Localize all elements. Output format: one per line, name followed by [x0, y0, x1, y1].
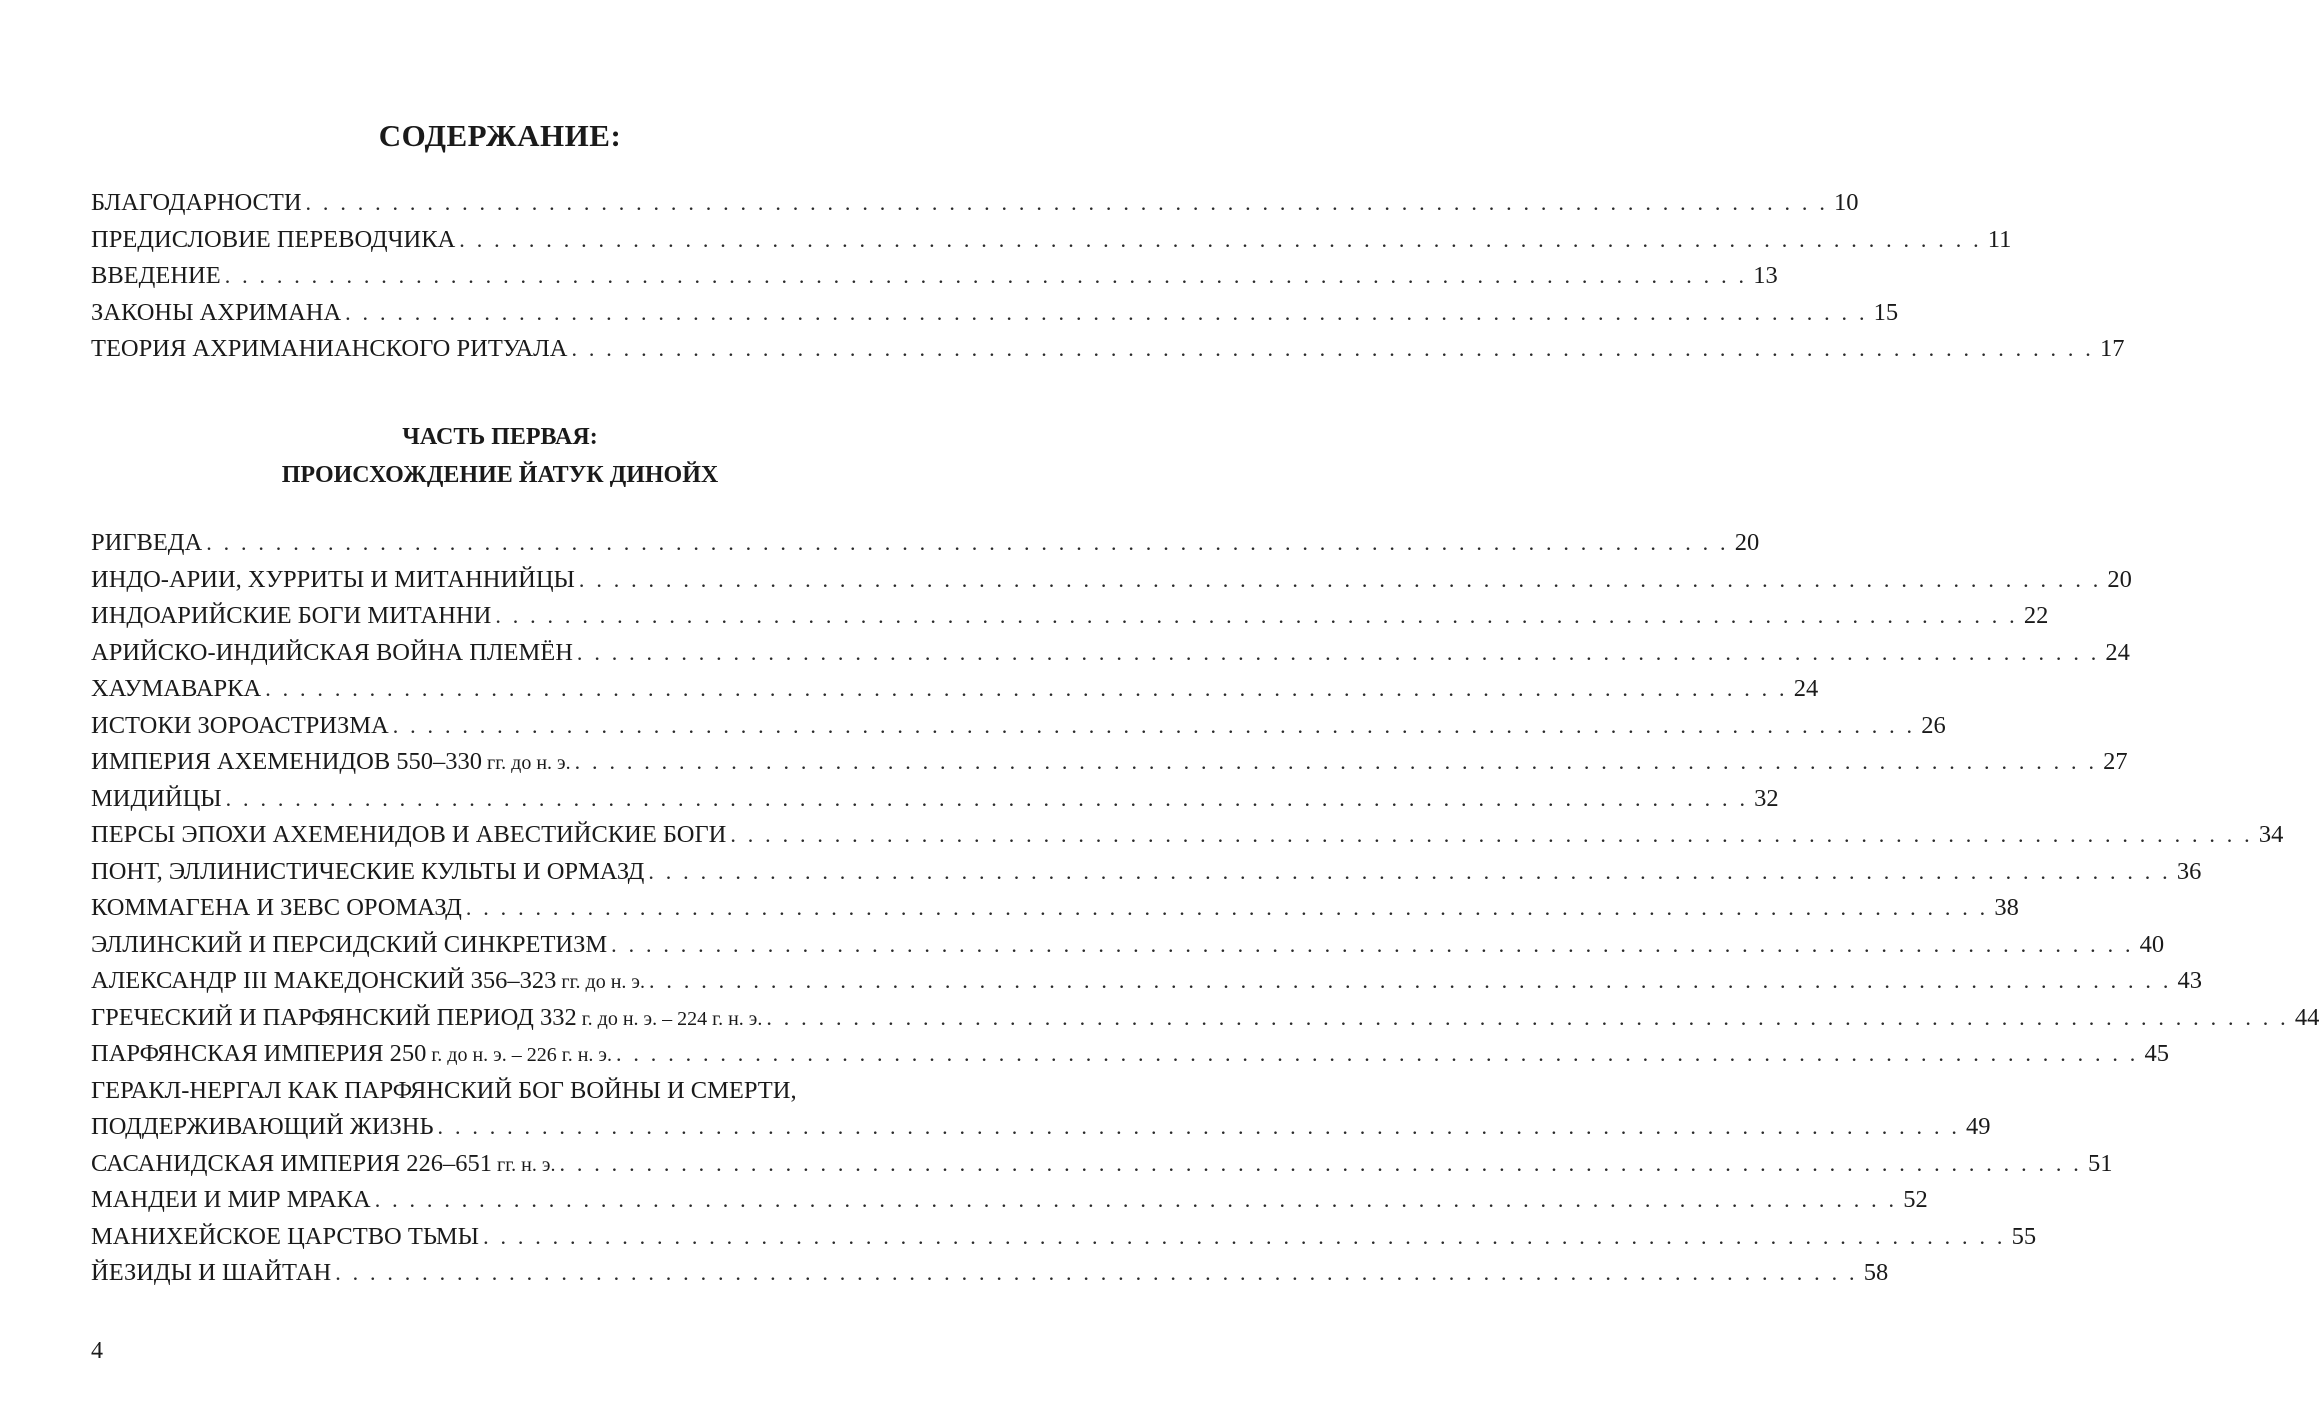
toc-entry-page: 55	[2011, 1222, 2037, 1250]
part-one-heading	[0, 418, 1000, 494]
toc-entry-page: 36	[2176, 857, 2202, 885]
toc-entry-page: 32	[1754, 784, 1779, 812]
toc-entry-label: МАНДЕИ И МИР МРАКА	[91, 1186, 371, 1213]
dot-leader: . . . . . . . . . . . . . . . . . . . . . . . . . . . . . . . . . . . . . . . . . . . . . . . . . . . . . . . . . . . . . . . . . . . . . . . . . . . . . . . . . . . . . . . .	[611, 931, 2134, 957]
toc-entry-label: ЙЕЗИДЫ И ШАЙТАН	[91, 1259, 332, 1286]
toc-entry-label: ЗАКОНЫ АХРИМАНА	[91, 298, 342, 326]
toc-entry-label: РИГВЕДА	[91, 529, 203, 556]
dot-leader: . . . . . . . . . . . . . . . . . . . . . . . . . . . . . . . . . . . . . . . . . . . . . . . . . . . . . . . . . . . . . . . . . . . . . . . . . . . . . . . . . . . . . . . .	[730, 822, 2253, 847]
toc-entry[interactable]	[91, 1000, 2319, 1037]
toc-entry-page: 15	[1873, 298, 1899, 326]
toc-entry[interactable]	[91, 671, 1819, 708]
dot-leader: . . . . . . . . . . . . . . . . . . . . . . . . . . . . . . . . . . . . . . . . . . . . . . . . . . . . . . . . . . . . . . . . . . . . . . . . . . . . . . . . . . . . . . . .	[224, 263, 1748, 288]
toc-entry-label-main: ГРЕЧЕСКИЙ И ПАРФЯНСКИЙ ПЕРИОД 332	[91, 1003, 577, 1031]
toc-entry[interactable]	[91, 598, 2049, 635]
toc-entry-label: ИНДОАРИЙСКИЕ БОГИ МИТАННИ	[91, 602, 492, 629]
toc-entry-page: 10	[1834, 189, 1859, 216]
toc-entry-page: 49	[1966, 1113, 1991, 1140]
dot-leader: . . . . . . . . . . . . . . . . . . . . . . . . . . . . . . . . . . . . . . . . . . . . . . . . . . . . . . . . . . . . . . . . . . . . . . . . . . . . . . . . . . . . . . . .	[465, 895, 1989, 920]
toc-entry-label	[91, 1036, 616, 1074]
toc-entry[interactable]	[91, 890, 2019, 927]
toc-entry-label-line2: ПОДДЕРЖИВАЮЩИЙ ЖИЗНЬ	[91, 1113, 434, 1140]
toc-entry-label	[91, 1146, 559, 1184]
toc-entry-label: МИДИЙЦЫ	[91, 784, 222, 812]
toc-entry-page: 58	[1863, 1259, 1889, 1286]
toc-entry-introduction[interactable]	[91, 258, 1778, 295]
page-number: 4	[91, 1338, 103, 1364]
toc-entry-page: 34	[2258, 821, 2284, 848]
toc-entry-label: ИСТОКИ ЗОРОАСТРИЗМА	[91, 711, 389, 739]
dot-leader: . . . . . . . . . . . . . . . . . . . . . . . . . . . . . . . . . . . . . . . . . . . . . . . . . . . . . . . . . . . . . . . . . . . . . . . . . . . . . . . . . . . . . . . .	[766, 1004, 2289, 1030]
toc-entry-label-date: гг. н. э.	[492, 1153, 556, 1176]
dot-leader: . . . . . . . . . . . . . . . . . . . . . . . . . . . . . . . . . . . . . . . . . . . . . . . . . . . . . . . . . . . . . . . . . . . . . . . . . . . . . . . . . . . . . . . .	[574, 749, 2098, 774]
toc-entry[interactable]	[91, 927, 2165, 964]
toc-entry-label-main: ИМПЕРИЯ АХЕМЕНИДОВ 550–330	[91, 748, 483, 775]
toc-entry-laws-of-ahriman[interactable]	[91, 295, 1899, 332]
toc-entry[interactable]	[91, 1036, 2169, 1073]
toc-entry-label-main: АЛЕКСАНДР III МАКЕДОНСКИЙ 356–323	[91, 967, 557, 994]
toc-entry-page: 51	[2087, 1149, 2113, 1177]
toc-entry-page: 20	[1734, 529, 1760, 556]
toc-entry-label	[91, 744, 575, 782]
dot-leader: . . . . . . . . . . . . . . . . . . . . . . . . . . . . . . . . . . . . . . . . . . . . . . . . . . . . . . . . . . . . . . . . . . . . . . . . . . . . . . . . . . . . . . . .	[345, 299, 1868, 325]
toc-entry-acknowledgements[interactable]	[91, 185, 1859, 222]
dot-leader: . . . . . . . . . . . . . . . . . . . . . . . . . . . . . . . . . . . . . . . . . . . . . . . . . . . . . . . . . . . . . . . . . . . . . . . . . . . . . . . . . . . . . . . .	[649, 968, 2172, 993]
dot-leader: . . . . . . . . . . . . . . . . . . . . . . . . . . . . . . . . . . . . . . . . . . . . . . . . . . . . . . . . . . . . . . . . . . . . . . . . . . . . . . . . . . . . . . . .	[335, 1260, 1858, 1285]
toc-entry-label-date: гг. до н. э.	[556, 971, 646, 993]
toc-entry-page: 13	[1753, 262, 1778, 289]
toc-entry[interactable]	[91, 963, 2203, 1000]
toc-entry-label	[91, 1000, 766, 1038]
toc-entry-label-date: гг. до н. э.	[482, 752, 571, 774]
dot-leader: . . . . . . . . . . . . . . . . . . . . . . . . . . . . . . . . . . . . . . . . . . . . . . . . . . . . . . . . . . . . . . . . . . . . . . . . . . . . . . . . . . . . . . . .	[559, 1150, 2082, 1176]
dot-leader: . . . . . . . . . . . . . . . . . . . . . . . . . . . . . . . . . . . . . . . . . . . . . . . . . . . . . . . . . . . . . . . . . . . . . . . . . . . . . . . . . . . . . . . .	[374, 1187, 1898, 1212]
front-matter-list	[91, 185, 2125, 368]
toc-entry-line2	[91, 1109, 1991, 1146]
toc-entry-page: 40	[2139, 930, 2165, 958]
toc-entry-label: КОММАГЕНА И ЗЕВС ОРОМАЗД	[91, 894, 462, 921]
toc-entry-label: ХАУМАВАРКА	[91, 675, 262, 702]
dot-leader: . . . . . . . . . . . . . . . . . . . . . . . . . . . . . . . . . . . . . . . . . . . . . . . . . . . . . . . . . . . . . . . . . . . . . . . . . . . . . . . . . . . . . . . .	[648, 858, 2171, 884]
dot-leader: . . . . . . . . . . . . . . . . . . . . . . . . . . . . . . . . . . . . . . . . . . . . . . . . . . . . . . . . . . . . . . . . . . . . . . . . . . . . . . . . . . . . . . . .	[616, 1041, 2139, 1066]
dot-leader: . . . . . . . . . . . . . . . . . . . . . . . . . . . . . . . . . . . . . . . . . . . . . . . . . . . . . . . . . . . . . . . . . . . . . . . . . . . . . . . . . . . . . . . .	[576, 639, 2100, 665]
dot-leader: . . . . . . . . . . . . . . . . . . . . . . . . . . . . . . . . . . . . . . . . . . . . . . . . . . . . . . . . . . . . . . . . . . . . . . . . . . . . . . . . . . . . . . . .	[305, 190, 1829, 215]
toc-entry-page: 45	[2144, 1040, 2169, 1067]
toc-entry-label-line1: ГЕРАКЛ-НЕРГАЛ КАК ПАРФЯНСКИЙ БОГ ВОЙНЫ И СМЕРТИ,	[91, 1076, 797, 1104]
toc-entry-label-main: САСАНИДСКАЯ ИМПЕРИЯ 226–651	[91, 1149, 493, 1177]
dot-leader: . . . . . . . . . . . . . . . . . . . . . . . . . . . . . . . . . . . . . . . . . . . . . . . . . . . . . . . . . . . . . . . . . . . . . . . . . . . . . . . . . . . . . . . .	[225, 785, 1749, 811]
dot-leader: . . . . . . . . . . . . . . . . . . . . . . . . . . . . . . . . . . . . . . . . . . . . . . . . . . . . . . . . . . . . . . . . . . . . . . . . . . . . . . . . . . . . . . . .	[437, 1114, 1961, 1139]
toc-entry-page: 20	[2107, 565, 2132, 593]
toc-entry-label	[91, 963, 649, 1001]
toc-entry-label: ПОНТ, ЭЛЛИНИСТИЧЕСКИЕ КУЛЬТЫ И ОРМАЗД	[91, 857, 645, 885]
toc-entry-translator-preface[interactable]	[91, 222, 2012, 259]
part-one-heading-line2: ПРОИСХОЖДЕНИЕ ЙАТУК ДИНОЙХ	[281, 462, 719, 488]
toc-entry[interactable]	[91, 708, 1946, 745]
toc-entry-label-main: ПАРФЯНСКАЯ ИМПЕРИЯ 250	[91, 1040, 427, 1067]
toc-title: СОДЕРЖАНИЕ:	[378, 118, 622, 153]
toc-entry-page: 52	[1903, 1186, 1928, 1213]
dot-leader: . . . . . . . . . . . . . . . . . . . . . . . . . . . . . . . . . . . . . . . . . . . . . . . . . . . . . . . . . . . . . . . . . . . . . . . . . . . . . . . . . . . . . . . .	[459, 226, 1982, 252]
toc-entry-label: ВВЕДЕНИЕ	[91, 262, 221, 289]
toc-entry-page: 22	[2023, 602, 2049, 629]
toc-entry[interactable]	[91, 817, 2284, 854]
dot-leader: . . . . . . . . . . . . . . . . . . . . . . . . . . . . . . . . . . . . . . . . . . . . . . . . . . . . . . . . . . . . . . . . . . . . . . . . . . . . . . . . . . . . . . . .	[206, 530, 1729, 555]
toc-entry-label-date: г. до н. э. – 224 г. н. э.	[576, 1007, 763, 1030]
toc-entry-page: 11	[1987, 225, 2012, 253]
toc-entry[interactable]	[91, 525, 1760, 562]
toc-entry-label-date: г. до н. э. – 226 г. н. э.	[426, 1044, 612, 1066]
toc-entry[interactable]	[91, 744, 2128, 781]
dot-leader: . . . . . . . . . . . . . . . . . . . . . . . . . . . . . . . . . . . . . . . . . . . . . . . . . . . . . . . . . . . . . . . . . . . . . . . . . . . . . . . . . . . . . . . .	[571, 336, 2094, 361]
toc-entry-label: ИНДО-АРИИ, ХУРРИТЫ И МИТАННИЙЦЫ	[91, 565, 575, 593]
toc-entry[interactable]	[91, 1146, 2113, 1183]
dot-leader: . . . . . . . . . . . . . . . . . . . . . . . . . . . . . . . . . . . . . . . . . . . . . . . . . . . . . . . . . . . . . . . . . . . . . . . . . . . . . . . . . . . . . . . .	[495, 603, 2018, 628]
toc-entry-page: 26	[1921, 711, 1946, 739]
dot-leader: . . . . . . . . . . . . . . . . . . . . . . . . . . . . . . . . . . . . . . . . . . . . . . . . . . . . . . . . . . . . . . . . . . . . . . . . . . . . . . . . . . . . . . . .	[265, 676, 1788, 701]
toc-entry-label: БЛАГОДАРНОСТИ	[91, 189, 302, 216]
part-one-heading-line1: ЧАСТЬ ПЕРВАЯ:	[402, 424, 598, 450]
toc-entry-page: 27	[2103, 748, 2128, 775]
toc-entry-ritual-theory[interactable]	[91, 331, 2125, 368]
toc-entry-wrapped[interactable]	[91, 1073, 1991, 1146]
toc-entry-label: ТЕОРИЯ АХРИМАНИАНСКОГО РИТУАЛА	[91, 335, 568, 362]
toc-entry[interactable]	[91, 1255, 1889, 1292]
toc-entry-page: 17	[2099, 335, 2125, 362]
toc-entry-label: ПРЕДИСЛОВИЕ ПЕРЕВОДЧИКА	[91, 225, 456, 253]
toc-entry[interactable]	[91, 1182, 1928, 1219]
toc-entry-page: 24	[1793, 675, 1819, 702]
toc-entry-label: ПЕРСЫ ЭПОХИ АХЕМЕНИДОВ И АВЕСТИЙСКИЕ БОГИ	[91, 821, 727, 848]
toc-entry-label: АРИЙСКО-ИНДИЙСКАЯ ВОЙНА ПЛЕМЁН	[91, 638, 573, 666]
toc-entry-label: МАНИХЕЙСКОЕ ЦАРСТВО ТЬМЫ	[91, 1222, 480, 1250]
dot-leader: . . . . . . . . . . . . . . . . . . . . . . . . . . . . . . . . . . . . . . . . . . . . . . . . . . . . . . . . . . . . . . . . . . . . . . . . . . . . . . . . . . . . . . . .	[392, 712, 1916, 738]
toc-entry[interactable]	[91, 854, 2202, 891]
toc-entry[interactable]	[91, 781, 1779, 818]
toc-entry[interactable]	[91, 562, 2132, 599]
toc-entry-page: 43	[2177, 967, 2203, 994]
toc-entry[interactable]	[91, 635, 2130, 672]
dot-leader: . . . . . . . . . . . . . . . . . . . . . . . . . . . . . . . . . . . . . . . . . . . . . . . . . . . . . . . . . . . . . . . . . . . . . . . . . . . . . . . . . . . . . . . .	[483, 1223, 2006, 1249]
toc-entry-label: ЭЛЛИНСКИЙ И ПЕРСИДСКИЙ СИНКРЕТИЗМ	[91, 930, 608, 958]
toc-entry-page: 38	[1994, 894, 2019, 921]
dot-leader: . . . . . . . . . . . . . . . . . . . . . . . . . . . . . . . . . . . . . . . . . . . . . . . . . . . . . . . . . . . . . . . . . . . . . . . . . . . . . . . . . . . . . . . .	[578, 566, 2102, 592]
toc-entry[interactable]	[91, 1219, 2037, 1256]
toc-entry-page: 24	[2105, 638, 2130, 666]
toc-entry-page: 44	[2294, 1003, 2319, 1031]
part-one-list	[91, 525, 2319, 1292]
